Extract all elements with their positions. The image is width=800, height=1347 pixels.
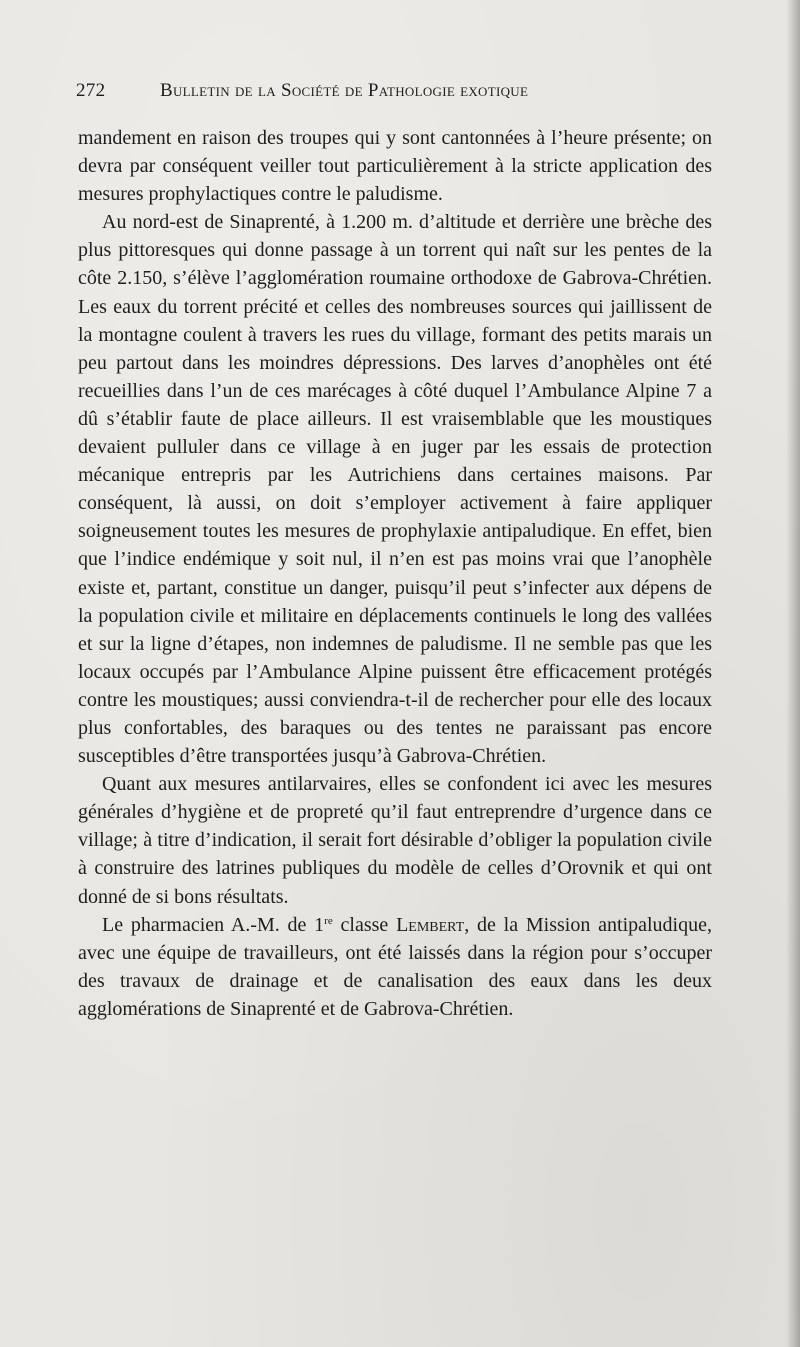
person-name: Lembert <box>396 913 465 936</box>
running-head <box>76 80 726 110</box>
paragraph-4-end: , de la Mission antipaludique, avec une équipe de travailleurs, ont été laissés dans la région pour s’occuper des travaux de drainage et de canalisation des eaux dans les deux agglomérations de Sinaprenté et de Gabrova-Chrétien. <box>78 913 712 1020</box>
ordinal-superscript: re <box>324 914 333 927</box>
journal-title: Bulletin de la Société de Pathologie exotique <box>160 80 529 101</box>
paragraph-2: Au nord-est de Sinaprenté, à 1.200 m. d’altitude et derrière une brèche des plus pittoresques qui donne passage à un torrent qui naît sur les pentes de la côte 2.150, s’élève l’agglomération roumaine orthodoxe de Gabrova-Chrétien. Les eaux du torrent précité et celles des nombreuses sources qui jaillissent de la montagne coulent à travers les rues du village, formant des petits marais un peu partout dans les moindres dépressions. Des larves d’anophèles ont été recueillies dans l’un de ces marécages à côté duquel l’Ambulance Alpine 7 a dû s’établir faute de place ailleurs. Il est vraisemblable que les moustiques devaient pulluler dans ce village à en juger par les essais de protection mécanique entrepris par les Autrichiens dans certaines maisons. Par conséquent, là aussi, on doit s’employer activement à faire appliquer soigneusement toutes les mesures de prophylaxie antipaludique. En effet, bien que l’indice endémique y soit nul, il n’en est pas moins vrai que l’anophèle existe et, partant, constitue un danger, puisqu’il peut s’infecter aux dépens de la population civile et militaire en déplacements continuels le long des vallées et sur la ligne d’étapes, non indemnes de paludisme. Il ne semble pas que les locaux occupés par l’Ambulance Alpine puissent être efficacement protégés contre les moustiques; aussi conviendra-t-il de rechercher pour elle des locaux plus confortables, des baraques ou des tentes ne paraissant pas encore susceptibles d’être transportées jusqu’à Gabrova-Chrétien. <box>78 211 712 768</box>
paragraph-1: mandement en raison des troupes qui y sont cantonnées à l’heure présente; on devra par conséquent veiller tout particulièrement à la stricte application des mesures prophylactiques contre le paludisme. <box>78 127 712 206</box>
page-number: 272 <box>76 80 106 101</box>
paragraph-4-start: Le pharmacien A.-M. de 1 <box>102 913 325 936</box>
paragraph-3: Quant aux mesures antilarvaires, elles se confondent ici avec les mesures générales d’hygiène et de propreté qu’il faut entreprendre d’urgence dans ce village; à titre d’indication, il serait fort désirable d’obliger la population civile à construire des latrines publiques du modèle de celles d’Orovnik et qui ont donné de si bons résultats. <box>78 773 712 908</box>
body-text <box>78 124 712 1023</box>
paragraph-4 <box>78 911 712 1023</box>
paragraph-4-mid: classe <box>332 913 397 936</box>
page-edge-shadow <box>786 0 800 1347</box>
